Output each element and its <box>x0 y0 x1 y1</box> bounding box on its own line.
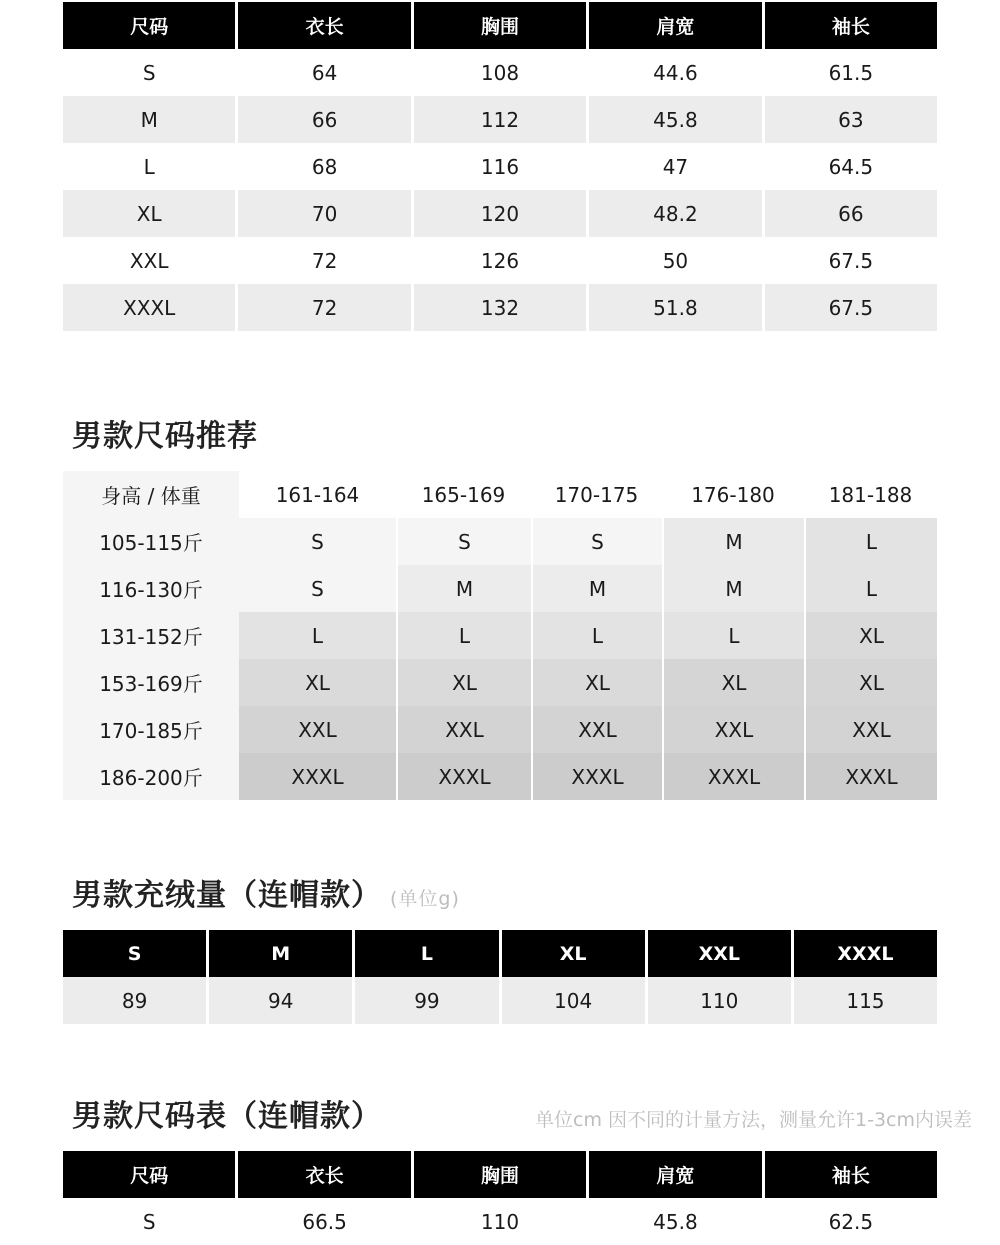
header-cell: 胸围 <box>411 2 586 49</box>
recommended-size: XXL <box>804 706 937 753</box>
recommended-size: S <box>531 518 662 565</box>
recommended-size: XL <box>662 659 804 706</box>
height-header: 161-164 <box>275 482 360 507</box>
table-cell: 110 <box>411 1198 586 1245</box>
table-cell: 50 <box>586 237 761 284</box>
recommended-size: XXL <box>531 706 662 753</box>
recommended-size: XXXL <box>804 753 937 800</box>
table-cell: 64.5 <box>762 143 937 190</box>
recommend-header-row <box>63 471 937 518</box>
table-cell: XL <box>63 190 235 237</box>
header-cell: 尺码 <box>63 2 235 49</box>
recommended-size: L <box>396 612 531 659</box>
table-cell: 72 <box>235 237 410 284</box>
recommended-size: XXL <box>239 706 396 753</box>
table-cell: 66 <box>762 190 937 237</box>
table-cell: 45.8 <box>586 1198 761 1245</box>
table-cell: 47 <box>586 143 761 190</box>
table-cell: 44.6 <box>586 49 761 96</box>
header-cell: 衣长 <box>235 1151 410 1198</box>
table-cell: XXXL <box>63 284 235 331</box>
height-header: 165-169 <box>421 482 506 507</box>
measurement-note: 单位cm 因不同的计量方法，测量允许1-3cm内误差 <box>535 1109 972 1131</box>
table-header-row <box>63 2 937 49</box>
table-cell: 61.5 <box>762 49 937 96</box>
recommend-row <box>63 753 937 800</box>
size-table-2 <box>63 1151 937 1245</box>
recommended-size: S <box>396 518 531 565</box>
table-cell: 66 <box>235 96 410 143</box>
recommend-row <box>63 565 937 612</box>
header-cell: 衣长 <box>235 2 410 49</box>
table-cell: 64 <box>235 49 410 96</box>
recommended-size: XXXL <box>239 753 396 800</box>
table-cell: S <box>63 49 235 96</box>
recommended-size: L <box>662 612 804 659</box>
recommended-size: M <box>396 565 531 612</box>
table-cell: 67.5 <box>762 237 937 284</box>
recommend-row <box>63 518 937 565</box>
table-cell: 94 <box>206 977 352 1024</box>
table-cell: 120 <box>411 190 586 237</box>
header-cell: XXXL <box>791 930 937 977</box>
table-cell: 115 <box>791 977 937 1024</box>
table-cell: 62.5 <box>762 1198 937 1245</box>
table-header-row <box>63 930 937 977</box>
table-cell: 45.8 <box>586 96 761 143</box>
recommend-title: 男款尺码推荐 <box>72 419 258 454</box>
table-cell: 66.5 <box>235 1198 410 1245</box>
corner-label: 身高 / 体重 <box>63 471 239 518</box>
header-cell: 袖长 <box>762 2 937 49</box>
header-cell: 肩宽 <box>586 1151 761 1198</box>
recommended-size: S <box>239 518 396 565</box>
table-cell: XXL <box>63 237 235 284</box>
table-cell: S <box>63 1198 235 1245</box>
recommended-size: M <box>531 565 662 612</box>
fill-title: 男款充绒量（连帽款） <box>72 878 382 913</box>
height-header: 181-188 <box>828 482 913 507</box>
table-cell: 110 <box>645 977 791 1024</box>
table-row <box>63 96 937 143</box>
weight-label: 131-152斤 <box>63 612 239 659</box>
recommend-table <box>63 471 937 800</box>
table-cell: 67.5 <box>762 284 937 331</box>
recommended-size: L <box>239 612 396 659</box>
table-row <box>63 1198 937 1245</box>
recommend-row <box>63 612 937 659</box>
table-cell: 126 <box>411 237 586 284</box>
table-cell: 89 <box>63 977 206 1024</box>
recommended-size: M <box>662 518 804 565</box>
recommended-size: XL <box>804 612 937 659</box>
recommend-row <box>63 659 937 706</box>
recommended-size: M <box>662 565 804 612</box>
weight-label: 170-185斤 <box>63 706 239 753</box>
table-cell: M <box>63 96 235 143</box>
table-header-row <box>63 1151 937 1198</box>
header-cell: M <box>206 930 352 977</box>
header-cell: S <box>63 930 206 977</box>
table-cell: 63 <box>762 96 937 143</box>
table-cell: 112 <box>411 96 586 143</box>
fill-unit: (单位g) <box>390 888 460 910</box>
height-header: 170-175 <box>554 482 639 507</box>
table-row <box>63 49 937 96</box>
recommend-body <box>63 518 937 800</box>
header-cell: 袖长 <box>762 1151 937 1198</box>
table-row <box>63 190 937 237</box>
table-cell: 116 <box>411 143 586 190</box>
table-cell: L <box>63 143 235 190</box>
recommended-size: XXXL <box>396 753 531 800</box>
header-cell: 胸围 <box>411 1151 586 1198</box>
recommended-size: XXXL <box>662 753 804 800</box>
table-row <box>63 977 937 1024</box>
table-row <box>63 143 937 190</box>
fill-title-line <box>72 870 460 914</box>
header-cell: 肩宽 <box>586 2 761 49</box>
recommended-size: XL <box>396 659 531 706</box>
table-cell: 132 <box>411 284 586 331</box>
table-cell: 68 <box>235 143 410 190</box>
recommended-size: XL <box>239 659 396 706</box>
recommended-size: S <box>239 565 396 612</box>
size-table-1 <box>63 2 937 331</box>
header-cell: XL <box>499 930 645 977</box>
weight-label: 186-200斤 <box>63 753 239 800</box>
table-row <box>63 237 937 284</box>
recommended-size: XL <box>804 659 937 706</box>
header-cell: 尺码 <box>63 1151 235 1198</box>
table-cell: 51.8 <box>586 284 761 331</box>
header-cell: L <box>352 930 498 977</box>
table-cell: 48.2 <box>586 190 761 237</box>
weight-label: 116-130斤 <box>63 565 239 612</box>
weight-label: 153-169斤 <box>63 659 239 706</box>
table-row <box>63 284 937 331</box>
height-header: 176-180 <box>691 482 775 507</box>
recommend-row <box>63 706 937 753</box>
table-cell: 108 <box>411 49 586 96</box>
table-cell: 72 <box>235 284 410 331</box>
fill-table <box>63 930 937 1024</box>
recommended-size: L <box>531 612 662 659</box>
recommended-size: XXL <box>662 706 804 753</box>
weight-label: 105-115斤 <box>63 518 239 565</box>
table-cell: 70 <box>235 190 410 237</box>
table-cell: 99 <box>352 977 498 1024</box>
recommended-size: XXL <box>396 706 531 753</box>
recommended-size: L <box>804 565 937 612</box>
recommended-size: XL <box>531 659 662 706</box>
header-cell: XXL <box>645 930 791 977</box>
size-table-2-title: 男款尺码表（连帽款） <box>72 1099 382 1134</box>
recommended-size: XXXL <box>531 753 662 800</box>
table-cell: 104 <box>499 977 645 1024</box>
recommended-size: L <box>804 518 937 565</box>
